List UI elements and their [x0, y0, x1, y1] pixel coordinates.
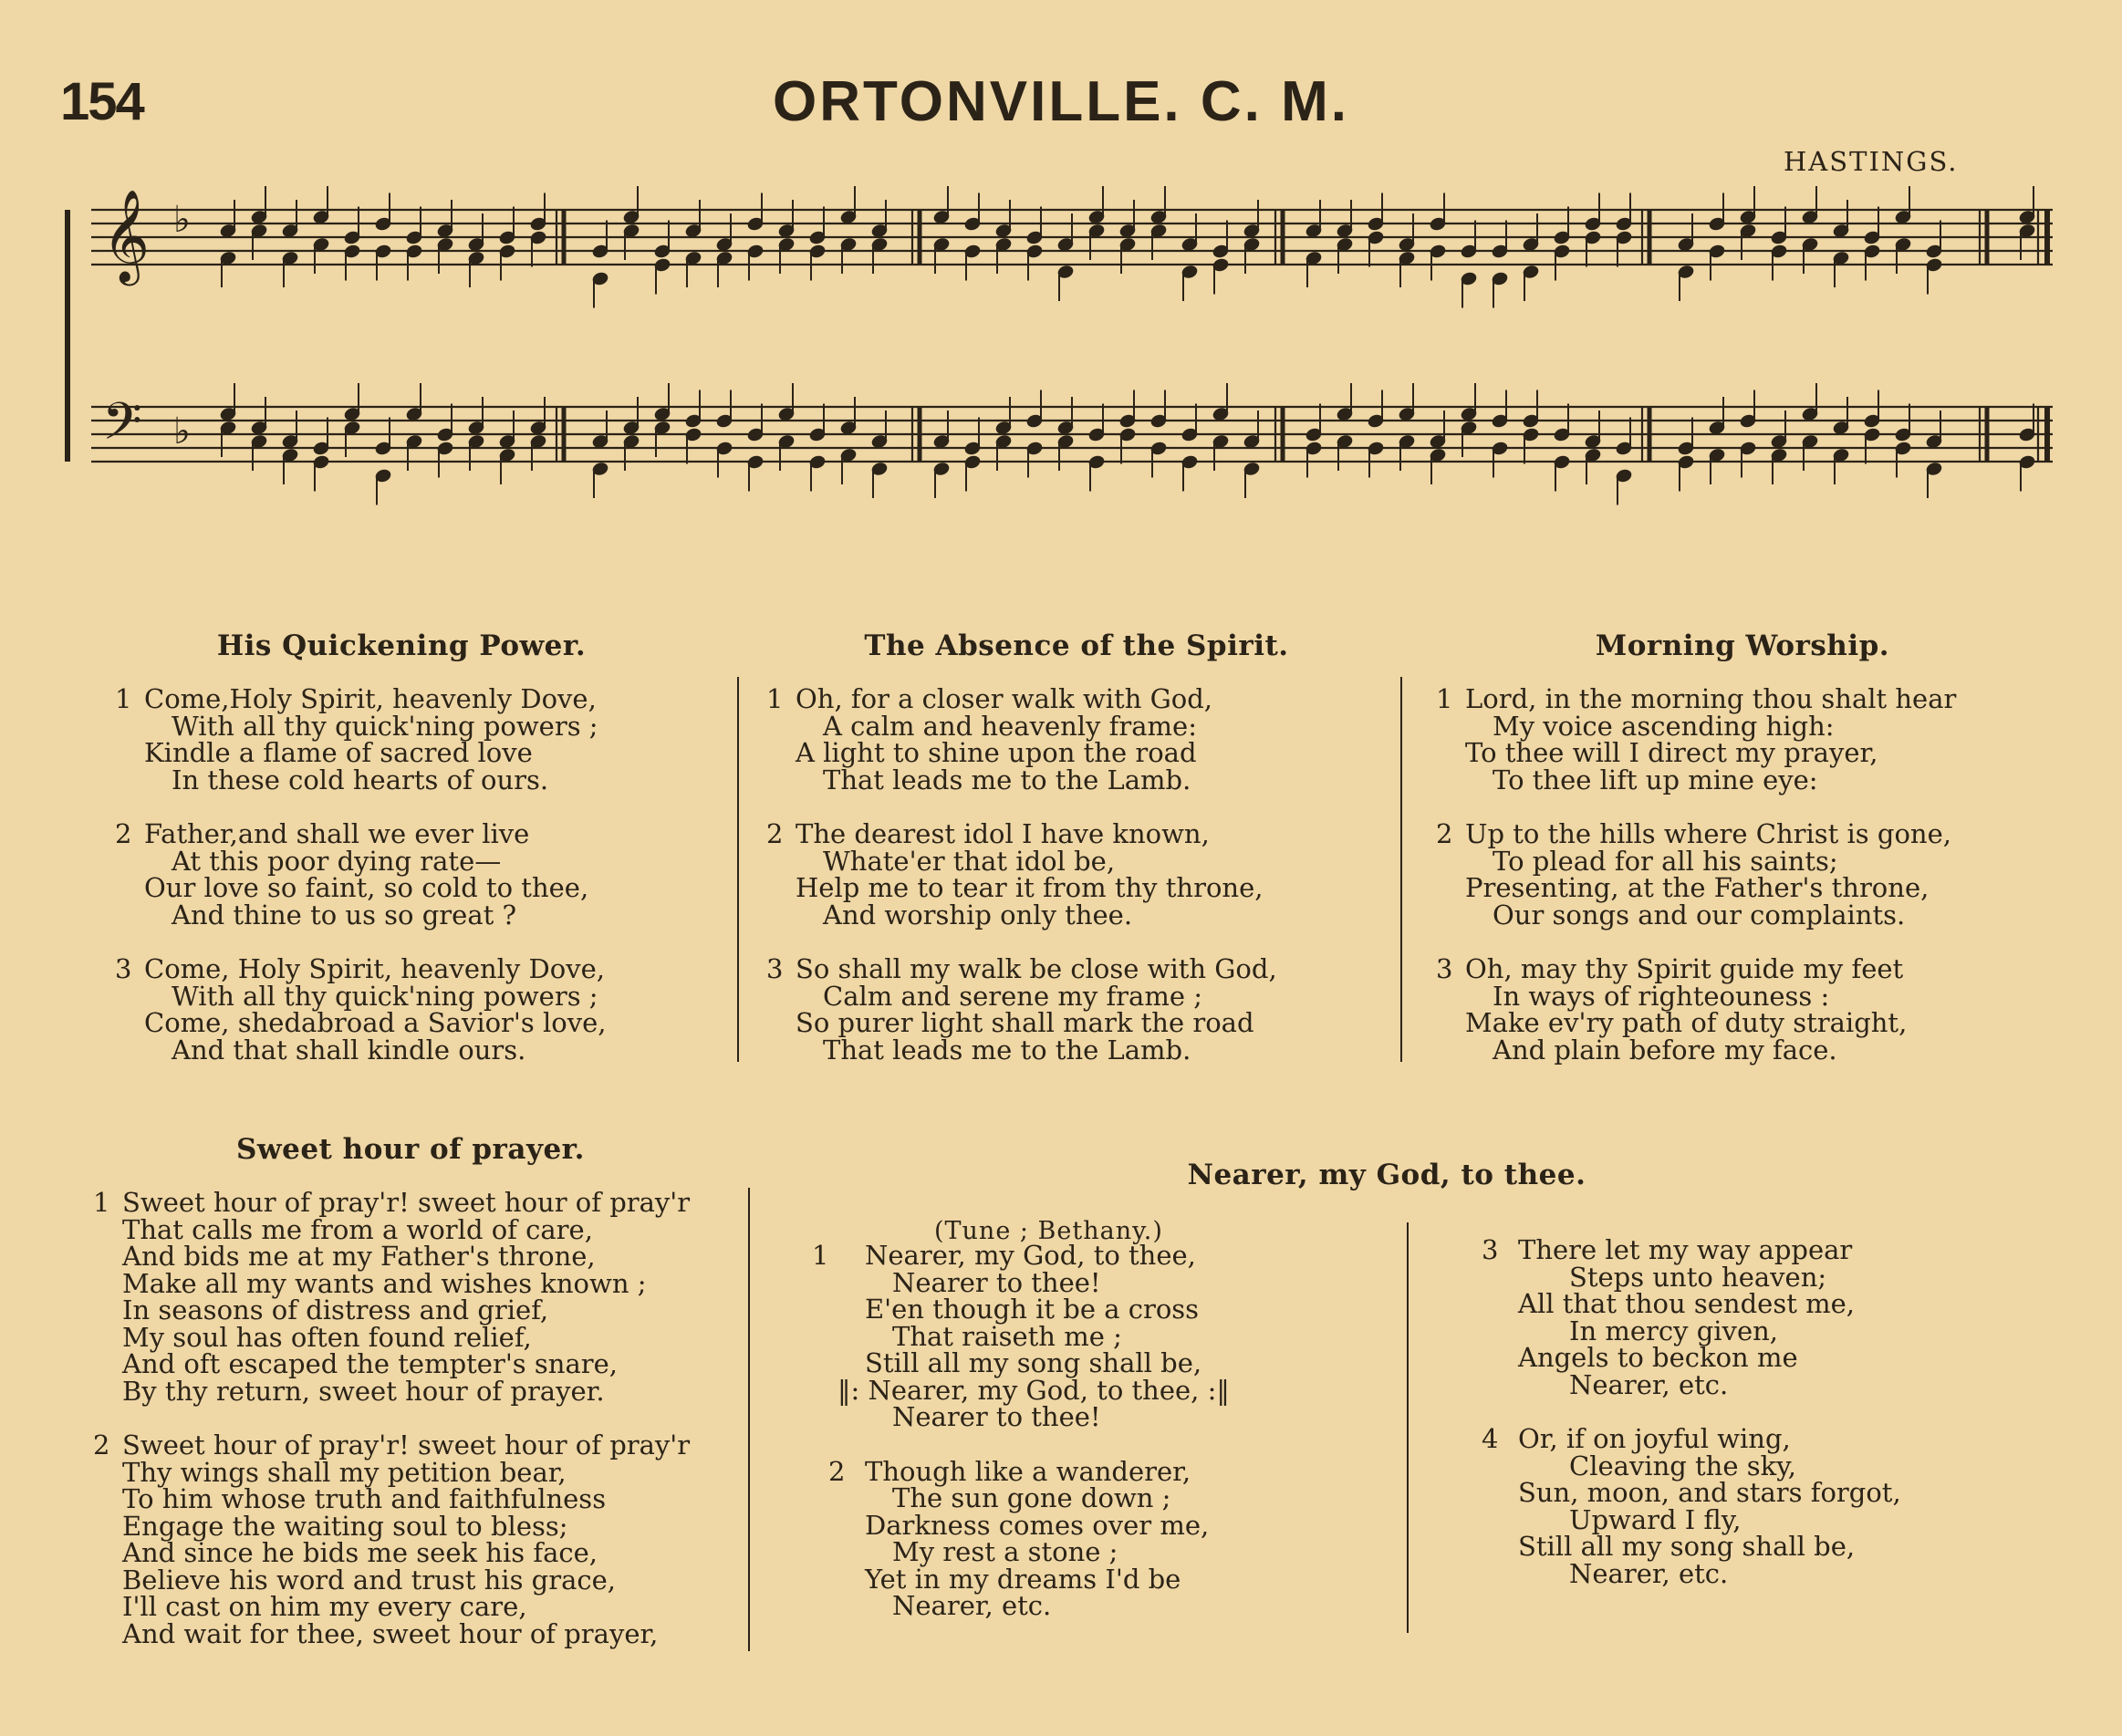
- page-number: 154: [60, 72, 143, 131]
- hymn-absence-of-spirit: [766, 683, 1277, 1091]
- column-divider: [748, 1188, 750, 1651]
- key-signature-flat: ♭: [173, 411, 191, 452]
- stanza: 2 Up to the hills where Christ is gone, To plead for all his saints; Presenting, at the Father's throne, Our songs and our complaints.: [1436, 818, 1951, 930]
- stanza: 1 Sweet hour of pray'r! sweet hour of pray'r That calls me from a world of care, And bids me at my Father's throne, Make all my wants and wishes known ; In seasons of distress and grief, My soul has often found relief, And oft escaped the tempter's snare, By thy return, sweet hour of prayer.: [93, 1187, 691, 1407]
- tune-note: (Tune ; Bethany.): [934, 1217, 1163, 1245]
- column-divider: [1407, 1222, 1409, 1633]
- stanza: 2 Sweet hour of pray'r! sweet hour of pray'r Thy wings shall my petition bear, To him whose truth and faithfulness Engage the waiting soul to bless; And since he bids me seek his face, Believe his word and trust his grace, I'll cast on him my every care, And wait for thee, sweet hour of prayer,: [93, 1429, 691, 1649]
- stanza: 2 Father,and shall we ever live At this poor dying rate— Our love so faint, so cold to thee, And thine to us so great ?: [115, 818, 589, 930]
- stanza: 2 The dearest idol I have known, Whate'er that idol be, Help me to tear it from thy throne, And worship only thee.: [766, 818, 1264, 930]
- hymn-nearer-my-god-left: [812, 1240, 1230, 1648]
- hymn-title-sweet-hour: Sweet hour of prayer.: [236, 1133, 585, 1166]
- hymn-title-nearer-my-god: Nearer, my God, to thee.: [1187, 1159, 1586, 1191]
- hymn-quickening-power: [115, 683, 607, 1091]
- column-divider: [737, 677, 739, 1062]
- stanza: 3 There let my way appear Steps unto heaven; All that thou sendest me, In mercy given, Angels to beckon me Nearer, etc.: [1482, 1234, 1855, 1400]
- stanza: 3 Oh, may thy Spirit guide my feet In ways of righteouness : Make ev'ry path of duty straight, And plain before my face.: [1436, 953, 1908, 1066]
- hymn-morning-worship: [1436, 683, 1957, 1091]
- stanza: 1 Come,Holy Spirit, heavenly Dove, With all thy quick'ning powers ; Kindle a flame of sacred love In these cold hearts of ours.: [115, 683, 598, 795]
- column-divider: [1400, 677, 1402, 1062]
- stanza: 1 Lord, in the morning thou shalt hear My voice ascending high: To thee will I direct my prayer, To thee lift up mine eye:: [1436, 683, 1957, 795]
- hymn-sweet-hour: [93, 1187, 691, 1675]
- stanza: 4 Or, if on joyful wing, Cleaving the sky, Sun, moon, and stars forgot, Upward I fly, Still all my song shall be, Nearer, etc.: [1482, 1423, 1901, 1589]
- composer-credit: HASTINGS.: [1784, 146, 1959, 177]
- hymn-nearer-my-god-right: [1482, 1234, 1901, 1615]
- stanza: 3 So shall my walk be close with God, Calm and serene my frame ; So purer light shall mark the road That leads me to the Lamb.: [766, 953, 1277, 1066]
- treble-clef: 𝄞: [102, 188, 151, 282]
- bass-clef: 𝄢: [102, 392, 142, 464]
- hymn-title-quickening-power: His Quickening Power.: [216, 629, 587, 662]
- hymn-title-absence-of-spirit: The Absence of the Spirit.: [864, 629, 1289, 662]
- stanza: 3 Come, Holy Spirit, heavenly Dove, With all thy quick'ning powers ; Come, shedabroad a Savior's love, And that shall kindle ours.: [115, 953, 607, 1066]
- stanza: 1 Nearer, my God, to thee, Nearer to thee! E'en though it be a cross That raiseth me ; Still all my song shall be, ‖: Nearer, my God, to thee, :‖ Nearer to thee!: [812, 1240, 1230, 1432]
- hymn-title-morning-worship: Morning Worship.: [1595, 629, 1890, 662]
- stanza: 1 Oh, for a closer walk with God, A calm and heavenly frame: A light to shine upon the road That leads me to the Lamb.: [766, 683, 1213, 795]
- music-score: [55, 173, 2062, 538]
- key-signature-flat: ♭: [173, 199, 191, 241]
- stanza: 2 Though like a wanderer, The sun gone down ; Darkness comes over me, My rest a stone ; Yet in my dreams I'd be Nearer, etc.: [828, 1455, 1210, 1621]
- tune-title: ORTONVILLE. C. M.: [773, 70, 1349, 133]
